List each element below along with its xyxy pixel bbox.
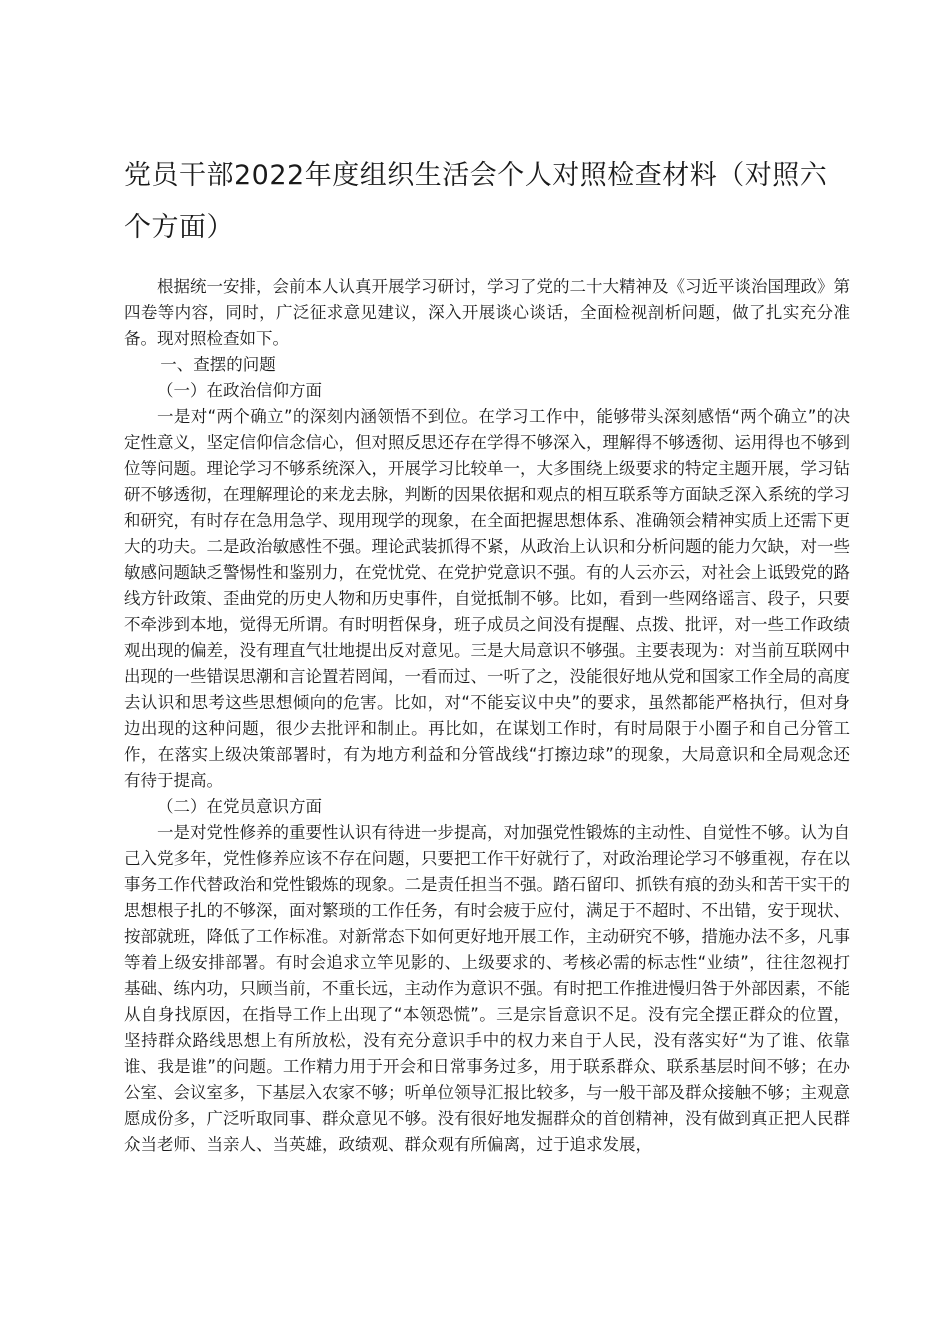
intro-paragraph: 根据统一安排，会前本人认真开展学习研讨，学习了党的二十大精神及《习近平谈治国理政》第四卷等内容，同时，广泛征求意见建议，深入开展谈心谈话，全面检视剖析问题，做了扎实充分准备。现对照检查如下。: [124, 277, 850, 348]
section-heading: 一、查摆的问题: [160, 355, 276, 374]
subsection-heading-political-belief: （一）在政治信仰方面: [157, 381, 322, 400]
paragraph-political-belief: 一是对“两个确立”的深刻内涵领悟不到位。在学习工作中，能够带头深刻感悟“两个确立”的决定性意义，坚定信仰信念信心，但对照反思还存在学得不够深入，理解得不够透彻、运用得也不够到位等问题。理论学习不够系统深入，开展学习比较单一，大多围绕上级要求的特定主题开展，学习钻研不够透彻，在理解理论的来龙去脉，判断的因果依据和观点的相互联系等方面缺乏深入系统的学习和研究，有时存在急用急学、现用现学的现象，在全面把握思想体系、准确领会精神实质上还需下更大的功夫。二是政治敏感性不强。理论武装抓得不紧，从政治上认识和分析问题的能力欠缺，对一些敏感问题缺乏警惕性和鉴别力，在党忧党、在党护党意识不强。有的人云亦云，对社会上诋毁党的路线方针政策、歪曲党的历史人物和历史事件，自觉抵制不够。比如，看到一些网络谣言、段子，只要不牵涉到本地，觉得无所谓。有时明哲保身，班子成员之间没有提醒、点拨、批评，对一些工作政绩观出现的偏差，没有理直气壮地提出反对意见。三是大局意识不够强。主要表现为：对当前互联网中出现的一些错误思潮和言论置若罔闻，一看而过、一听了之，没能很好地从党和国家工作全局的高度去认识和思考这些思想倾向的危害。比如，对“不能妄议中央”的要求，虽然都能严格执行，但对身边出现的这种问题，很少去批评和制止。再比如，在谋划工作时，有时局限于小圈子和自己分管工作，在落实上级决策部署时，有为地方利益和分管战线“打擦边球”的现象，大局意识和全局观念还有待于提高。: [124, 407, 850, 790]
paragraph-party-awareness: 一是对党性修养的重要性认识有待进一步提高，对加强党性锻炼的主动性、自觉性不够。认为自己入党多年，党性修养应该不存在问题，只要把工作干好就行了，对政治理论学习不够重视，存在以事务工作代替政治和党性锻炼的现象。二是责任担当不强。踏石留印、抓铁有痕的劲头和苦干实干的思想根子扎的不够深，面对繁琐的工作任务，有时会疲于应付，满足于不超时、不出错，安于现状、按部就班，降低了工作标准。对新常态下如何更好地开展工作，主动研究不够，措施办法不多，凡事等着上级安排部署。有时会追求立竿见影的、上级要求的、考核必需的标志性“业绩”，往往忽视打基础、练内功，只顾当前，不重长远，主动作为意识不强。有时把工作推进慢归咎于外部因素，不能从自身找原因，在指导工作上出现了“本领恐慌”。三是宗旨意识不足。没有完全摆正群众的位置，坚持群众路线思想上有所放松，没有充分意识手中的权力来自于人民，没有落实好“为了谁、依靠谁、我是谁”的问题。工作精力用于开会和日常事务过多，用于联系群众、联系基层时间不够；在办公室、会议室多，下基层入农家不够；听单位领导汇报比较多，与一般干部及群众接触不够；主观意愿成份多，广泛听取同事、群众意见不够。没有很好地发掘群众的首创精神，没有做到真正把人民群众当老师、当亲人、当英雄，政绩观、群众观有所偏离，过于追求发展，: [124, 823, 850, 1154]
document-body: [124, 274, 850, 1158]
subsection-heading-party-awareness: （二）在党员意识方面: [157, 797, 322, 816]
document-title: 党员干部2022年度组织生活会个人对照检查材料（对照六个方面）: [124, 160, 828, 243]
